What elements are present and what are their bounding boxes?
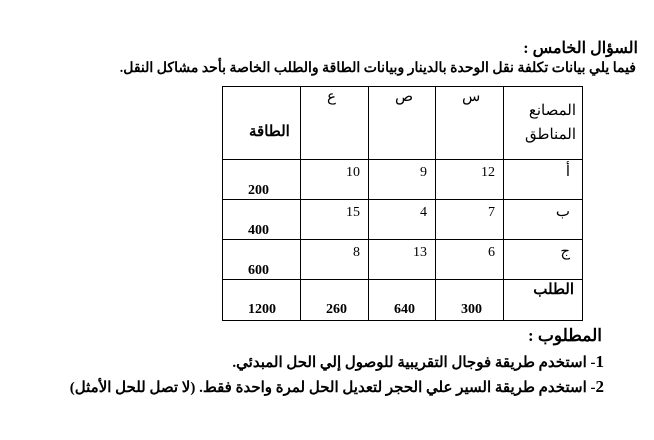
cost-cell — [436, 160, 504, 200]
cost-value: 9 — [420, 165, 427, 180]
capacity-cell — [223, 200, 301, 240]
cost-cell — [301, 240, 369, 280]
demand-label: الطلب — [533, 282, 574, 298]
cost-cell — [301, 160, 369, 200]
demand-cell — [301, 280, 369, 321]
task-text: - استخدم طريقة فوجال التقريبية للوصول إلي الحل المبدئي. — [232, 355, 596, 371]
task-item — [232, 352, 604, 372]
total-value: 1200 — [248, 302, 276, 317]
demand-value: 640 — [394, 302, 415, 317]
corner-factories-label: المصانع — [528, 103, 576, 119]
demand-label-cell — [504, 280, 583, 321]
capacity-header: الطاقة — [249, 124, 290, 140]
demand-row — [223, 280, 583, 321]
column-header-cell — [369, 87, 436, 160]
demand-value: 260 — [326, 302, 347, 317]
row-label: ج — [560, 244, 570, 260]
task-number: 1 — [595, 352, 604, 371]
table-header-row — [223, 87, 583, 160]
corner-cell — [504, 87, 583, 160]
row-label: أ — [565, 164, 570, 180]
row-label: ب — [555, 204, 570, 220]
cost-cell — [436, 200, 504, 240]
question-title: السؤال الخامس : — [523, 40, 638, 57]
capacity-value: 200 — [248, 183, 269, 198]
row-label-cell — [504, 200, 583, 240]
cost-cell — [301, 200, 369, 240]
column-header-cell — [301, 87, 369, 160]
row-label-cell — [504, 160, 583, 200]
table-row — [223, 160, 583, 200]
cost-value: 12 — [481, 165, 495, 180]
column-header: ع — [327, 89, 336, 105]
demand-value: 300 — [461, 302, 482, 317]
capacity-value: 600 — [248, 263, 269, 278]
transport-table — [222, 86, 583, 321]
capacity-value: 400 — [248, 223, 269, 238]
capacity-header-cell — [223, 87, 301, 160]
capacity-cell — [223, 240, 301, 280]
table-row — [223, 200, 583, 240]
cost-value: 6 — [488, 245, 495, 260]
cost-value: 10 — [346, 165, 360, 180]
cost-cell — [369, 160, 436, 200]
cost-cell — [369, 200, 436, 240]
cost-value: 4 — [420, 205, 427, 220]
cost-cell — [369, 240, 436, 280]
cost-cell — [436, 240, 504, 280]
task-number: 2 — [595, 377, 604, 396]
cost-value: 15 — [346, 205, 360, 220]
cost-value: 13 — [413, 245, 427, 260]
cost-value: 7 — [488, 205, 495, 220]
demand-cell — [436, 280, 504, 321]
column-header-cell — [436, 87, 504, 160]
column-header: س — [462, 89, 481, 105]
task-text: - استخدم طريقة السير علي الحجر لتعديل الحل لمرة واحدة فقط. (لا تصل للحل الأمثل) — [69, 380, 596, 396]
table-row — [223, 240, 583, 280]
corner-regions-label: المناطق — [525, 127, 576, 143]
required-title: المطلوب : — [527, 326, 602, 345]
demand-cell — [369, 280, 436, 321]
row-label-cell — [504, 240, 583, 280]
total-cell — [223, 280, 301, 321]
cost-value: 8 — [353, 245, 360, 260]
task-item — [70, 377, 604, 397]
intro-text: فيما يلي بيانات تكلفة نقل الوحدة بالدينار وبيانات الطاقة والطلب الخاصة بأحد مشاكل النقل. — [119, 61, 636, 76]
column-header: ص — [395, 89, 414, 105]
capacity-cell — [223, 160, 301, 200]
